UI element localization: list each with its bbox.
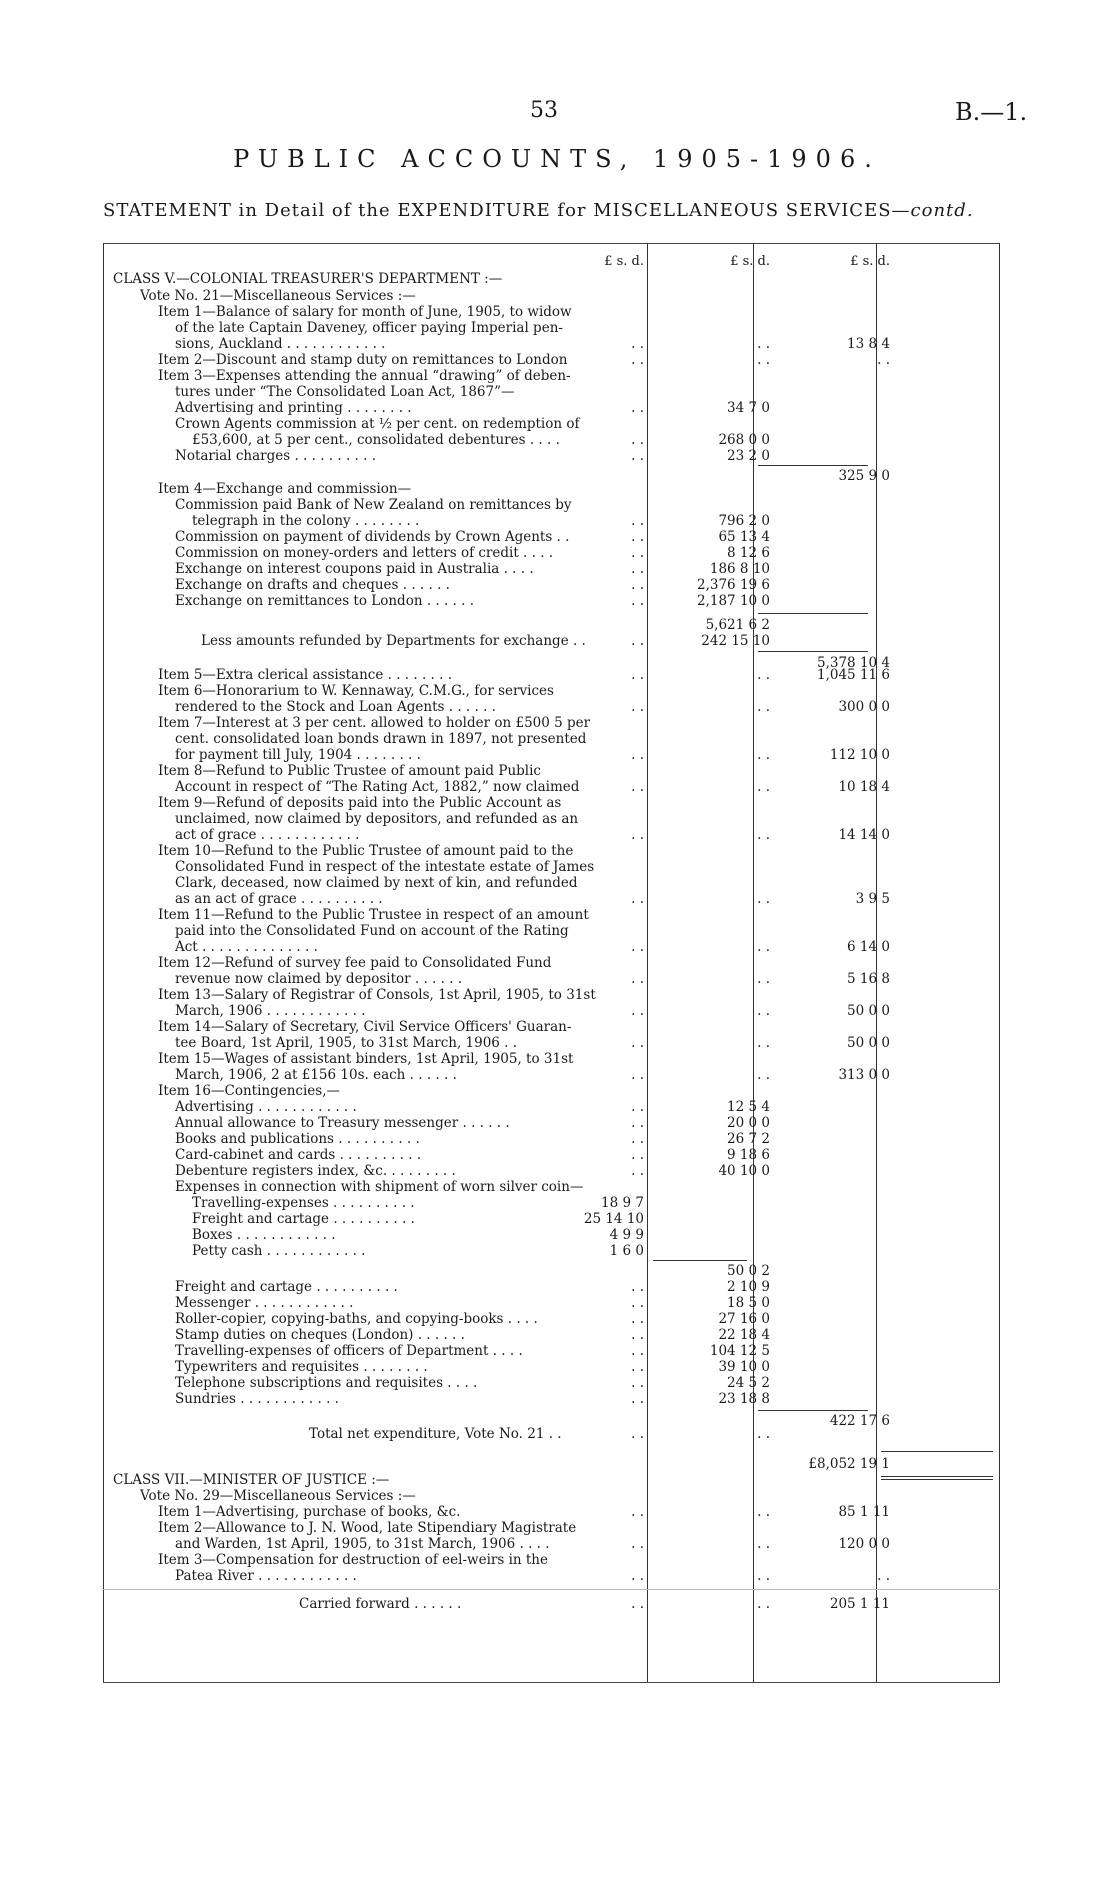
amount-column-1: . . <box>631 400 644 416</box>
amount-column-1: . . <box>631 747 644 763</box>
table-row <box>103 352 1000 369</box>
expenditure-table <box>103 243 1000 1683</box>
row-description: Consolidated Fund in respect of the intestate estate of James <box>175 859 595 875</box>
amount-column-3: 205 1 11 <box>829 1596 890 1612</box>
amount-column-2: 50 0 2 <box>727 1263 770 1279</box>
amount-column-2: . . <box>757 1536 770 1552</box>
amount-column-2: 22 18 4 <box>718 1327 770 1343</box>
amount-column-1: . . <box>631 1391 644 1407</box>
amount-column-1: . . <box>631 1115 644 1131</box>
amount-column-1: . . <box>631 336 644 352</box>
amount-column-2: 2 10 9 <box>727 1279 770 1295</box>
table-row <box>103 731 1000 748</box>
subtotal-rule <box>758 651 868 652</box>
amount-column-2: 18 5 0 <box>727 1295 770 1311</box>
amount-column-3: 3 9 5 <box>855 891 890 907</box>
table-row <box>103 1552 1000 1569</box>
amount-column-2: . . <box>757 971 770 987</box>
amount-column-2: . . <box>757 699 770 715</box>
amount-column-2: . . <box>757 779 770 795</box>
row-description: Freight and cartage . . . . . . . . . . <box>192 1211 415 1227</box>
amount-column-2: 23 18 8 <box>718 1391 770 1407</box>
amount-column-1: . . <box>631 891 644 907</box>
page-title: PUBLIC ACCOUNTS, 1905-1906. <box>233 145 881 173</box>
amount-column-1: 25 14 10 <box>583 1211 644 1227</box>
row-description: Expenses in connection with shipment of worn silver coin— <box>175 1179 584 1195</box>
row-description: Commission on payment of dividends by Crown Agents . . <box>175 529 570 545</box>
row-description: March, 1906, 2 at £156 10s. each . . . . . . <box>175 1067 457 1083</box>
row-description: act of grace . . . . . . . . . . . . <box>175 827 360 843</box>
amount-column-2: 65 13 4 <box>718 529 770 545</box>
table-row <box>103 1295 1000 1312</box>
table-row <box>103 633 1000 650</box>
amount-column-2: . . <box>757 1426 770 1442</box>
amount-column-1: . . <box>631 779 644 795</box>
table-row <box>103 271 1000 288</box>
amount-column-2: 2,187 10 0 <box>697 593 770 609</box>
row-description: Act . . . . . . . . . . . . . . <box>175 939 318 955</box>
amount-column-2: . . <box>757 1596 770 1612</box>
row-description: Commission on money-orders and letters of credit . . . . <box>175 545 554 561</box>
row-description: cent. consolidated loan bonds drawn in 1897, not presented <box>175 731 587 747</box>
table-row <box>103 577 1000 594</box>
amount-column-1: . . <box>631 1343 644 1359</box>
row-description: Item 2—Discount and stamp duty on remittances to London <box>158 352 568 368</box>
row-description: Item 11—Refund to the Public Trustee in respect of an amount <box>158 907 589 923</box>
table-row <box>103 416 1000 433</box>
row-description: Boxes . . . . . . . . . . . . <box>192 1227 336 1243</box>
table-row <box>103 1051 1000 1068</box>
amount-column-3: . . <box>877 1568 890 1584</box>
table-row <box>103 432 1000 449</box>
amount-column-2: 40 10 0 <box>718 1163 770 1179</box>
column-header-2: £ s. d. <box>730 254 770 269</box>
table-row <box>103 1003 1000 1020</box>
amount-column-2: 39 10 0 <box>718 1359 770 1375</box>
amount-column-1: . . <box>631 1279 644 1295</box>
table-row <box>103 1426 1000 1443</box>
amount-column-1: . . <box>631 1327 644 1343</box>
row-description: Typewriters and requisites . . . . . . . . <box>175 1359 428 1375</box>
table-row <box>103 368 1000 385</box>
table-row <box>103 891 1000 908</box>
row-description: Vote No. 21—Miscellaneous Services :— <box>140 288 416 304</box>
amount-column-2: 796 2 0 <box>718 513 770 529</box>
table-row <box>103 763 1000 780</box>
row-description: of the late Captain Daveney, officer paying Imperial pen- <box>175 320 563 336</box>
amount-column-1: 4 9 9 <box>609 1227 644 1243</box>
amount-column-3: 50 0 0 <box>847 1035 890 1051</box>
table-row <box>103 1488 1000 1505</box>
table-row <box>103 400 1000 417</box>
subtotal-rule <box>758 465 868 466</box>
amount-column-1: . . <box>631 699 644 715</box>
table-row <box>103 1391 1000 1408</box>
amount-column-1: . . <box>631 545 644 561</box>
row-description: Item 13—Salary of Registrar of Consols, 1st April, 1905, to 31st <box>158 987 596 1003</box>
table-row <box>103 1472 1000 1489</box>
amount-column-2: 2,376 19 6 <box>697 577 770 593</box>
subtotal-rule <box>758 1410 868 1411</box>
row-description: Annual allowance to Treasury messenger . . . . . . <box>175 1115 510 1131</box>
amount-column-2: 242 15 10 <box>701 633 770 649</box>
amount-column-1: . . <box>631 827 644 843</box>
table-row <box>103 1227 1000 1244</box>
table-row <box>103 1019 1000 1036</box>
amount-column-3: 422 17 6 <box>829 1413 890 1429</box>
row-description: Commission paid Bank of New Zealand on remittances by <box>175 497 572 513</box>
row-description: Item 12—Refund of survey fee paid to Consolidated Fund <box>158 955 552 971</box>
table-row <box>103 513 1000 530</box>
row-description: March, 1906 . . . . . . . . . . . . <box>175 1003 366 1019</box>
table-row <box>103 971 1000 988</box>
row-description: Debenture registers index, &c. . . . . . . . . <box>175 1163 456 1179</box>
row-description: Stamp duties on cheques (London) . . . . . . <box>175 1327 465 1343</box>
amount-column-2: 26 7 2 <box>727 1131 770 1147</box>
row-description: Travelling-expenses . . . . . . . . . . <box>192 1195 415 1211</box>
table-row <box>103 1343 1000 1360</box>
amount-column-1: . . <box>631 561 644 577</box>
amount-column-2: 12 5 4 <box>727 1099 770 1115</box>
row-description: Books and publications . . . . . . . . . . <box>175 1131 420 1147</box>
table-row <box>103 1099 1000 1116</box>
subtitle-suffix: —contd. <box>891 200 974 221</box>
row-description: paid into the Consolidated Fund on account of the Rating <box>175 923 569 939</box>
amount-column-1: . . <box>631 1035 644 1051</box>
amount-column-1: . . <box>631 1295 644 1311</box>
row-description: Exchange on remittances to London . . . . . . <box>175 593 475 609</box>
subtotal-rule <box>758 613 868 614</box>
row-description: Crown Agents commission at ½ per cent. on redemption of <box>175 416 580 432</box>
amount-column-2: 268 0 0 <box>718 432 770 448</box>
row-description: Messenger . . . . . . . . . . . . <box>175 1295 354 1311</box>
amount-column-2: 27 16 0 <box>718 1311 770 1327</box>
row-description: Carried forward . . . . . . <box>299 1596 462 1612</box>
statement-subtitle <box>103 200 974 221</box>
column-header-1: £ s. d. <box>604 254 644 269</box>
table-row <box>103 336 1000 353</box>
row-description: Vote No. 29—Miscellaneous Services :— <box>140 1488 416 1504</box>
amount-column-1: . . <box>631 1147 644 1163</box>
table-row <box>103 827 1000 844</box>
amount-column-1: . . <box>631 1536 644 1552</box>
table-row <box>103 987 1000 1004</box>
row-description: Advertising and printing . . . . . . . . <box>175 400 412 416</box>
amount-column-1: . . <box>631 1311 644 1327</box>
table-row <box>103 875 1000 892</box>
row-description: Patea River . . . . . . . . . . . . <box>175 1568 357 1584</box>
row-description: rendered to the Stock and Loan Agents . . . . . . <box>175 699 496 715</box>
table-row <box>103 667 1000 684</box>
table-row <box>103 481 1000 498</box>
table-row <box>103 1115 1000 1132</box>
table-row <box>103 561 1000 578</box>
amount-column-3: 85 1 11 <box>838 1504 890 1520</box>
table-row <box>103 304 1000 321</box>
row-description: Exchange on interest coupons paid in Australia . . . . <box>175 561 534 577</box>
table-row <box>103 617 1000 634</box>
subtitle-text: STATEMENT in Detail of the EXPENDITURE for MISCELLANEOUS SERVICES <box>103 200 892 221</box>
amount-column-1: . . <box>631 1003 644 1019</box>
total-double-rule <box>881 1476 993 1477</box>
row-description: unclaimed, now claimed by depositors, and refunded as an <box>175 811 579 827</box>
amount-column-1: . . <box>631 1163 644 1179</box>
amount-column-3: 10 18 4 <box>838 779 890 795</box>
row-description: Item 2—Allowance to J. N. Wood, late Stipendiary Magistrate <box>158 1520 577 1536</box>
table-row <box>103 955 1000 972</box>
table-row <box>103 1035 1000 1052</box>
total-double-rule <box>881 1479 993 1480</box>
row-description: Item 3—Expenses attending the annual “drawing” of deben- <box>158 368 571 384</box>
table-row <box>103 859 1000 876</box>
amount-column-1: . . <box>631 1568 644 1584</box>
amount-column-1: . . <box>631 1131 644 1147</box>
row-description: CLASS VII.—MINISTER OF JUSTICE :— <box>113 1472 390 1488</box>
row-description: CLASS V.—COLONIAL TREASURER'S DEPARTMENT :— <box>113 271 503 287</box>
row-description: for payment till July, 1904 . . . . . . . . <box>175 747 421 763</box>
row-description: Travelling-expenses of officers of Department . . . . <box>175 1343 523 1359</box>
amount-column-3: 5 16 8 <box>847 971 890 987</box>
row-description: Item 3—Compensation for destruction of eel-weirs in the <box>158 1552 548 1568</box>
row-description: Account in respect of “The Rating Act, 1882,” now claimed <box>175 779 580 795</box>
table-row <box>103 1311 1000 1328</box>
table-row <box>103 497 1000 514</box>
amount-column-2: 186 8 10 <box>709 561 770 577</box>
table-row <box>103 1163 1000 1180</box>
amount-column-3: 50 0 0 <box>847 1003 890 1019</box>
amount-column-1: . . <box>631 593 644 609</box>
row-description: revenue now claimed by depositor . . . . . . <box>175 971 463 987</box>
table-row <box>103 320 1000 337</box>
table-row <box>103 1327 1000 1344</box>
amount-column-2: 24 5 2 <box>727 1375 770 1391</box>
table-row <box>103 1211 1000 1228</box>
row-description: Roller-copier, copying-baths, and copying-books . . . . <box>175 1311 538 1327</box>
row-description: Item 6—Honorarium to W. Kennaway, C.M.G., for services <box>158 683 554 699</box>
row-description: Advertising . . . . . . . . . . . . <box>175 1099 357 1115</box>
amount-column-1: . . <box>631 529 644 545</box>
amount-column-3: 300 0 0 <box>838 699 890 715</box>
amount-column-2: . . <box>757 1003 770 1019</box>
amount-column-1: . . <box>631 577 644 593</box>
amount-column-2: . . <box>757 336 770 352</box>
table-row <box>103 384 1000 401</box>
column-header-3: £ s. d. <box>850 254 890 269</box>
table-row <box>103 779 1000 796</box>
amount-column-2: 34 7 0 <box>727 400 770 416</box>
table-row <box>103 448 1000 465</box>
row-description: Item 1—Advertising, purchase of books, &c. <box>158 1504 461 1520</box>
table-row <box>103 1596 1000 1613</box>
total-rule <box>881 1451 993 1452</box>
amount-column-2: . . <box>757 827 770 843</box>
amount-column-2: 8 12 6 <box>727 545 770 561</box>
row-description: Item 4—Exchange and commission— <box>158 481 412 497</box>
table-row <box>103 923 1000 940</box>
row-description: Card-cabinet and cards . . . . . . . . . . <box>175 1147 422 1163</box>
amount-column-3: 325 9 0 <box>838 468 890 484</box>
amount-column-1: . . <box>631 352 644 368</box>
amount-column-1: . . <box>631 1067 644 1083</box>
table-row <box>103 545 1000 562</box>
row-description: tee Board, 1st April, 1905, to 31st March, 1906 . . <box>175 1035 518 1051</box>
amount-column-2: . . <box>757 667 770 683</box>
row-description: Notarial charges . . . . . . . . . . <box>175 448 376 464</box>
amount-column-1: . . <box>631 1426 644 1442</box>
subtotal-rule <box>653 1260 747 1261</box>
amount-column-3: 1,045 11 6 <box>817 667 890 683</box>
row-description: Telephone subscriptions and requisites . . . . <box>175 1375 478 1391</box>
amount-column-2: . . <box>757 747 770 763</box>
table-row <box>103 1195 1000 1212</box>
row-description: Sundries . . . . . . . . . . . . <box>175 1391 339 1407</box>
table-row <box>103 593 1000 610</box>
amount-column-3: 5,378 10 4 <box>817 655 890 671</box>
amount-column-3: . . <box>877 352 890 368</box>
table-row <box>103 529 1000 546</box>
row-description: Item 9—Refund of deposits paid into the Public Account as <box>158 795 562 811</box>
amount-column-1: . . <box>631 1359 644 1375</box>
amount-column-2: 104 12 5 <box>709 1343 770 1359</box>
amount-column-2: 20 0 0 <box>727 1115 770 1131</box>
amount-column-3: £8,052 19 1 <box>808 1456 890 1472</box>
table-row <box>103 811 1000 828</box>
table-row <box>103 939 1000 956</box>
table-row <box>103 1147 1000 1164</box>
table-row <box>103 1263 1000 1280</box>
amount-column-2: 9 18 6 <box>727 1147 770 1163</box>
table-row <box>103 747 1000 764</box>
row-description: Item 5—Extra clerical assistance . . . . . . . . <box>158 667 453 683</box>
row-description: Item 10—Refund to the Public Trustee of amount paid to the <box>158 843 574 859</box>
table-bottom-rule <box>103 1682 1000 1683</box>
amount-column-1: . . <box>631 1596 644 1612</box>
amount-column-1: . . <box>631 448 644 464</box>
amount-column-1: . . <box>631 939 644 955</box>
table-row <box>103 1179 1000 1196</box>
row-description: Total net expenditure, Vote No. 21 . . <box>309 1426 562 1442</box>
column-header-row <box>103 253 1000 270</box>
row-description: £53,600, at 5 per cent., consolidated debentures . . . . <box>192 432 560 448</box>
table-row <box>103 1131 1000 1148</box>
amount-column-1: 1 6 0 <box>609 1243 644 1259</box>
page-number: 53 <box>530 98 558 123</box>
row-description: Freight and cartage . . . . . . . . . . <box>175 1279 398 1295</box>
table-row <box>103 1083 1000 1100</box>
amount-column-3: 13 8 4 <box>847 336 890 352</box>
table-row <box>103 1243 1000 1260</box>
amount-column-3: 14 14 0 <box>838 827 890 843</box>
row-description: and Warden, 1st April, 1905, to 31st March, 1906 . . . . <box>175 1536 550 1552</box>
row-description: telegraph in the colony . . . . . . . . <box>192 513 420 529</box>
table-row <box>103 843 1000 860</box>
amount-column-3: 112 10 0 <box>829 747 890 763</box>
amount-column-1: . . <box>631 1099 644 1115</box>
table-row <box>103 795 1000 812</box>
table-top-rule <box>103 243 1000 244</box>
amount-column-2: . . <box>757 891 770 907</box>
row-description: Item 15—Wages of assistant binders, 1st April, 1905, to 31st <box>158 1051 574 1067</box>
row-description: Item 7—Interest at 3 per cent. allowed to holder on £500 5 per <box>158 715 591 731</box>
amount-column-2: . . <box>757 1568 770 1584</box>
table-row <box>103 1279 1000 1296</box>
table-row <box>103 715 1000 732</box>
table-row <box>103 699 1000 716</box>
table-row <box>103 288 1000 305</box>
table-row <box>103 1568 1000 1585</box>
table-row <box>103 1359 1000 1376</box>
document-code: B.—1. <box>955 98 1028 126</box>
amount-column-1: . . <box>631 971 644 987</box>
amount-column-2: . . <box>757 352 770 368</box>
table-row <box>103 683 1000 700</box>
table-row <box>103 1375 1000 1392</box>
row-description: Item 16—Contingencies,— <box>158 1083 341 1099</box>
amount-column-1: . . <box>631 633 644 649</box>
row-description: as an act of grace . . . . . . . . . . <box>175 891 383 907</box>
amount-column-2: 23 2 0 <box>727 448 770 464</box>
table-row <box>103 1067 1000 1084</box>
amount-column-1: . . <box>631 513 644 529</box>
amount-column-3: 313 0 0 <box>838 1067 890 1083</box>
table-row <box>103 1520 1000 1537</box>
amount-column-2: . . <box>757 1035 770 1051</box>
row-description: sions, Auckland . . . . . . . . . . . . <box>175 336 386 352</box>
amount-column-1: . . <box>631 667 644 683</box>
row-description: Item 8—Refund to Public Trustee of amount paid Public <box>158 763 541 779</box>
amount-column-1: . . <box>631 432 644 448</box>
row-description: Clark, deceased, now claimed by next of kin, and refunded <box>175 875 578 891</box>
table-row <box>103 1504 1000 1521</box>
amount-column-2: . . <box>757 939 770 955</box>
row-description: Less amounts refunded by Departments for exchange . . <box>201 633 586 649</box>
amount-column-2: . . <box>757 1504 770 1520</box>
row-description: Exchange on drafts and cheques . . . . . . <box>175 577 450 593</box>
table-row <box>103 1536 1000 1553</box>
table-row <box>103 1456 1000 1473</box>
amount-column-2: 5,621 6 2 <box>705 617 770 633</box>
table-row <box>103 907 1000 924</box>
row-description: Item 1—Balance of salary for month of June, 1905, to widow <box>158 304 572 320</box>
amount-column-1: . . <box>631 1504 644 1520</box>
amount-column-1: . . <box>631 1375 644 1391</box>
row-description: Petty cash . . . . . . . . . . . . <box>192 1243 366 1259</box>
amount-column-3: 6 14 0 <box>847 939 890 955</box>
row-description: Item 14—Salary of Secretary, Civil Service Officers' Guaran- <box>158 1019 572 1035</box>
amount-column-3: 120 0 0 <box>838 1536 890 1552</box>
amount-column-2: . . <box>757 1067 770 1083</box>
carried-forward-rule <box>103 1589 1000 1590</box>
row-description: tures under “The Consolidated Loan Act, 1867”— <box>175 384 515 400</box>
amount-column-1: 18 9 7 <box>601 1195 644 1211</box>
